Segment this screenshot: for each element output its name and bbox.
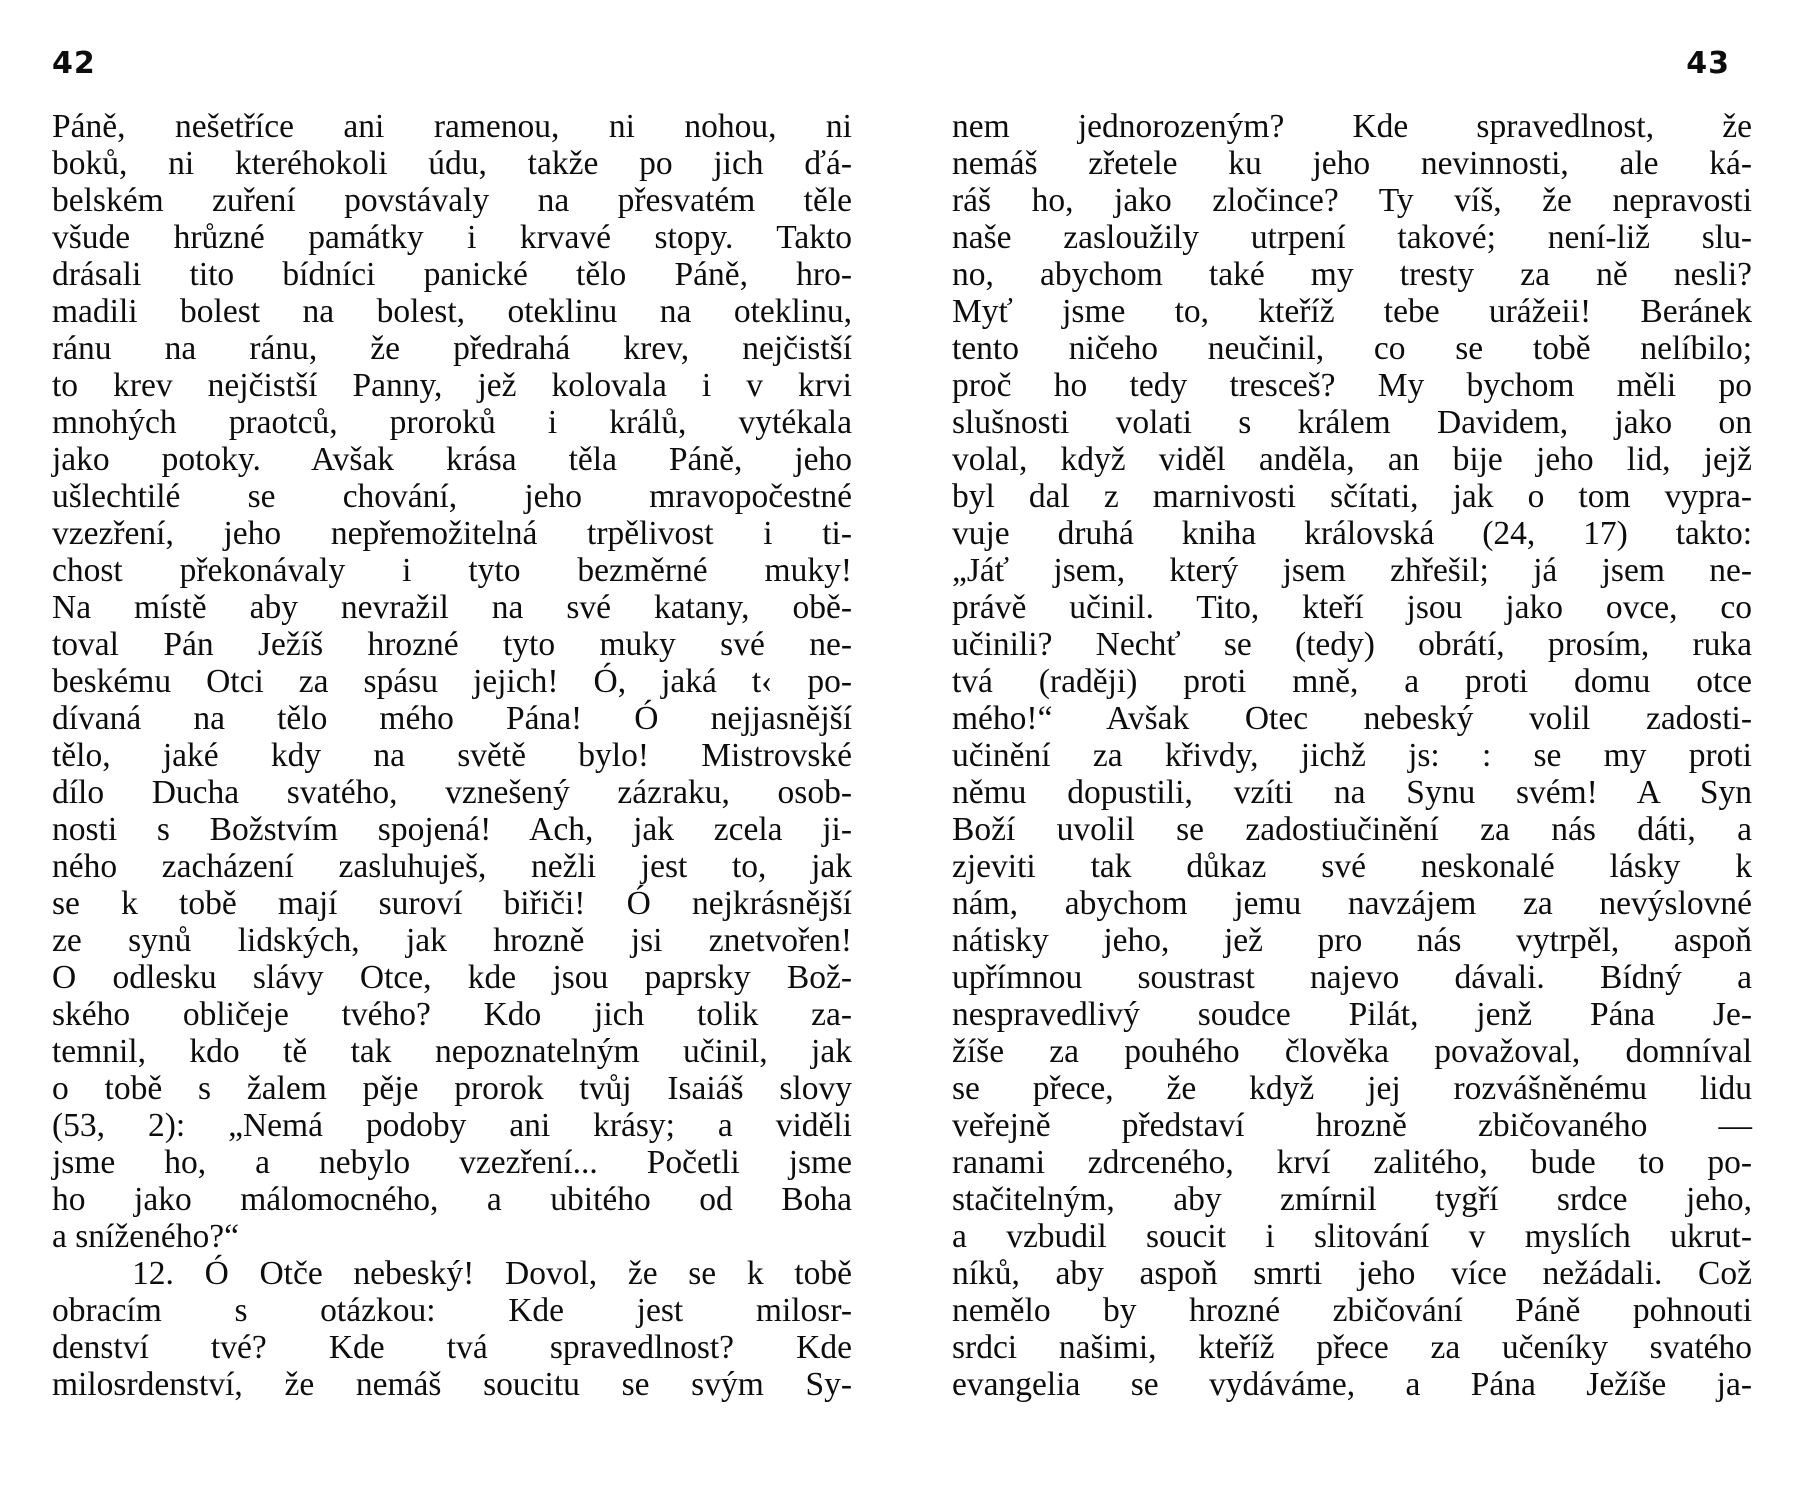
text-line: denství tvé? Kde tvá spravedlnost? Kde <box>52 1329 852 1366</box>
text-line: nátisky jeho, jež pro nás vytrpěl, aspoň <box>952 922 1752 959</box>
text-line: obracím s otázkou: Kde jest milosr- <box>52 1292 852 1329</box>
text-line: stačitelným, aby zmírnil tygří srdce jeho, <box>952 1181 1752 1218</box>
text-line: tělo, jaké kdy na světě bylo! Mistrovské <box>52 737 852 774</box>
text-line: „Jáť jsem, který jsem zhřešil; já jsem ne- <box>952 552 1752 589</box>
text-line: učinili? Nechť se (tedy) obrátí, prosím, ruka <box>952 626 1752 663</box>
text-line: nem jednorozeným? Kde spravedlnost, že <box>952 108 1752 145</box>
text-line: Páně, nešetříce ani ramenou, ni nohou, ni <box>52 108 852 145</box>
text-line: drásali tito bídníci panické tělo Páně, hro- <box>52 256 852 293</box>
text-line: zjeviti tak důkaz své neskonalé lásky k <box>952 848 1752 885</box>
text-line: nemělo by hrozné zbičování Páně pohnouti <box>952 1292 1752 1329</box>
text-line: tvá (raději) proti mně, a proti domu otce <box>952 663 1752 700</box>
text-line: právě učinil. Tito, kteří jsou jako ovce, co <box>952 589 1752 626</box>
left-page-text <box>52 108 852 1403</box>
text-line: ného zacházení zasluhuješ, nežli jest to, jak <box>52 848 852 885</box>
text-line: madili bolest na bolest, oteklinu na oteklinu, <box>52 293 852 330</box>
text-line: Myť jsme to, kteříž tebe urážeii! Beránek <box>952 293 1752 330</box>
text-line: toval Pán Ježíš hrozné tyto muky své ne- <box>52 626 852 663</box>
text-line: ránu na ránu, že předrahá krev, nejčistší <box>52 330 852 367</box>
text-line: ráš ho, jako zločince? Ty víš, že nepravosti <box>952 182 1752 219</box>
text-line: milosrdenství, že nemáš soucitu se svým Sy- <box>52 1366 852 1403</box>
text-line: to krev nejčistší Panny, jež kolovala i v krvi <box>52 367 852 404</box>
text-line: vuje druhá kniha královská (24, 17) takto: <box>952 515 1752 552</box>
text-line: no, abychom také my tresty za ně nesli? <box>952 256 1752 293</box>
text-line: volal, když viděl anděla, an bije jeho lid, jejž <box>952 441 1752 478</box>
left-page <box>52 0 852 1500</box>
text-line: tento ničeho neučinil, co se tobě nelíbilo; <box>952 330 1752 367</box>
page-number-left: 42 <box>52 46 96 81</box>
text-line: naše zasloužily utrpení takové; není-liž slu- <box>952 219 1752 256</box>
text-line: srdci našimi, kteříž přece za učeníky svatého <box>952 1329 1752 1366</box>
text-line: učinění za křivdy, jichž js: : se my proti <box>952 737 1752 774</box>
text-line: nemáš zřetele ku jeho nevinnosti, ale ká- <box>952 145 1752 182</box>
text-line: nosti s Božstvím spojená! Ach, jak zcela ji- <box>52 811 852 848</box>
text-line: o tobě s žalem pěje prorok tvůj Isaiáš slovy <box>52 1070 852 1107</box>
text-line: ranami zdrceného, krví zalitého, bude to po- <box>952 1144 1752 1181</box>
text-line: temnil, kdo tě tak nepoznatelným učinil, jak <box>52 1033 852 1070</box>
text-line: němu dopustili, vzíti na Synu svém! A Syn <box>952 774 1752 811</box>
text-line: Na místě aby nevražil na své katany, obě- <box>52 589 852 626</box>
text-line: byl dal z marnivosti sčítati, jak o tom vypra- <box>952 478 1752 515</box>
page-gutter <box>900 0 901 1500</box>
text-line: dílo Ducha svatého, vznešený zázraku, osob- <box>52 774 852 811</box>
text-line: ho jako málomocného, a ubitého od Boha <box>52 1181 852 1218</box>
text-line: proč ho tedy tresceš? My bychom měli po <box>952 367 1752 404</box>
text-line: evangelia se vydáváme, a Pána Ježíše ja- <box>952 1366 1752 1403</box>
text-line: belském zuření povstávaly na přesvatém těle <box>52 182 852 219</box>
text-line: boků, ni kteréhokoli údu, takže po jich ďá- <box>52 145 852 182</box>
text-line: nám, abychom jemu navzájem za nevýslovné <box>952 885 1752 922</box>
text-line: níků, aby aspoň smrti jeho více nežádali. Což <box>952 1255 1752 1292</box>
page-number-right: 43 <box>1686 46 1730 81</box>
text-line: (53, 2): „Nemá podoby ani krásy; a viděli <box>52 1107 852 1144</box>
text-line: slušnosti volati s králem Davidem, jako on <box>952 404 1752 441</box>
text-line: všude hrůzné památky i krvavé stopy. Takto <box>52 219 852 256</box>
text-line: beskému Otci za spásu jejich! Ó, jaká t‹ po- <box>52 663 852 700</box>
text-line: vzezření, jeho nepřemožitelná trpělivost i ti- <box>52 515 852 552</box>
text-line: chost překonávaly i tyto bezměrné muky! <box>52 552 852 589</box>
text-line: se k tobě mají suroví biřiči! Ó nejkrásnější <box>52 885 852 922</box>
text-line: mnohých praotců, proroků i králů, vytékala <box>52 404 852 441</box>
text-line: dívaná na tělo mého Pána! Ó nejjasnější <box>52 700 852 737</box>
text-line: upřímnou soustrast najevo dávali. Bídný a <box>952 959 1752 996</box>
text-line: nespravedlivý soudce Pilát, jenž Pána Je- <box>952 996 1752 1033</box>
text-line: O odlesku slávy Otce, kde jsou paprsky Bož- <box>52 959 852 996</box>
text-line: ušlechtilé se chování, jeho mravopočestné <box>52 478 852 515</box>
text-line: 12. Ó Otče nebeský! Dovol, že se k tobě <box>132 1255 852 1292</box>
text-line: žíše za pouhého člověka považoval, domníval <box>952 1033 1752 1070</box>
right-page-text <box>952 108 1752 1403</box>
right-page <box>952 0 1752 1500</box>
text-line: ze synů lidských, jak hrozně jsi znetvořen! <box>52 922 852 959</box>
text-line: ského obličeje tvého? Kdo jich tolik za- <box>52 996 852 1033</box>
text-line: jako potoky. Avšak krása těla Páně, jeho <box>52 441 852 478</box>
text-line: mého!“ Avšak Otec nebeský volil zadosti- <box>952 700 1752 737</box>
text-line: jsme ho, a nebylo vzezření... Početli jsme <box>52 1144 852 1181</box>
text-line: a sníženého?“ <box>52 1218 239 1255</box>
text-line: Boží uvolil se zadostiučinění za nás dáti, a <box>952 811 1752 848</box>
text-line: a vzbudil soucit i slitování v myslích ukrut- <box>952 1218 1752 1255</box>
text-line: se přece, že když jej rozvášněnému lidu <box>952 1070 1752 1107</box>
text-line: veřejně představí hrozně zbičovaného — <box>952 1107 1752 1144</box>
